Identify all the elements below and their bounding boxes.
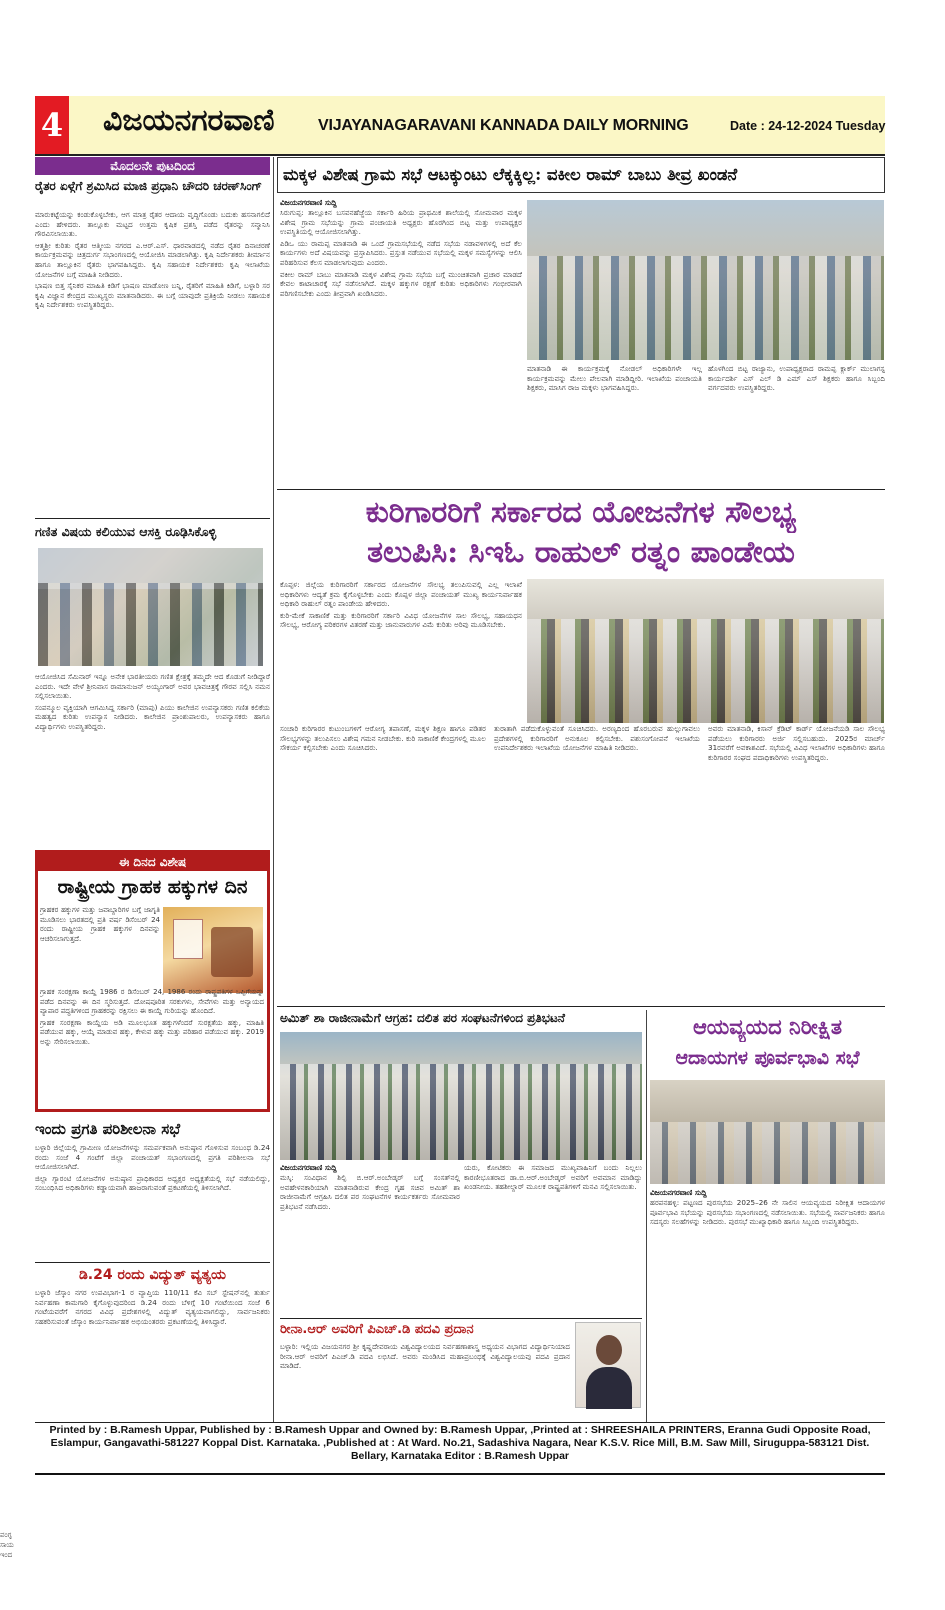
- consumer-day-title: ರಾಷ್ಟ್ರೀಯ ಗ್ರಾಹಕ ಹಕ್ಕುಗಳ ದಿನ: [38, 873, 267, 901]
- section-divider: [277, 1006, 885, 1007]
- progress-review-article: [35, 1143, 270, 1258]
- article-paragraph: ಬಳ್ಳಾರಿ ಜಿಲ್ಲೆಯಲ್ಲಿ ಗ್ರಾಮೀಣ ಯೋಜನೆಗಳನ್ನು ಸಮರ್ಪಕವಾಗಿ ಅನುಷ್ಠಾನ ಗೊಳಿಸುವ ಸಂಬಂಧ ಡಿ.24 ರಂದು ಸಂಜೆ 4 ಗಂಟೆಗೆ ಜಿಲ್ಲಾ ಪಂಚಾಯತ್ ಸಭಾಂಗಣದಲ್ಲಿ ಪ್ರಗತಿ ಪರಿಶೀಲನಾ ಸಭೆ ಆಯೋಜಿಸಲಾಗಿದೆ.: [35, 1143, 270, 1172]
- zilla-panchayat-felicitation-photo: [527, 579, 884, 723]
- budget-body: ಹರಪನಹಳ್ಳಿ: ಪಟ್ಟಣದ ಪುರಸಭೆಯ 2025–26 ನೇ ಸಾಲಿನ ಆಯವ್ಯಯದ ನಿರೀಕ್ಷಿತ ಆದಾಯಗಳ ಪೂರ್ವಭಾವಿ ಸಭೆಯನ್ನು ಪುರಸಭೆಯ ಸಭಾಂಗಣದಲ್ಲಿ ನಡೆಸಲಾಯಿತು. ಸಭೆಯಲ್ಲಿ ಸಾರ್ವಜನಿಕರು ಹಾಗೂ ಸದಸ್ಯರು ಸಲಹೆಗಳನ್ನು ನೀಡಿದರು. ಪುರಸಭೆ ಮುಖ್ಯಾಧಿಕಾರಿ ಹಾಗೂ ಸಿಬ್ಬಂದಿ ಉಪಸ್ಥಿತರಿದ್ದರು.: [650, 1198, 885, 1227]
- power-outage-article: ಬಳ್ಳಾರಿ ಜೆಸ್ಕಾಂ ನಗರ ಉಪವಿಭಾಗ-1 ರ ವ್ಯಾಪ್ತಿಯ 110/11 ಕೆವಿ ಸಬ್ ಸ್ಟೇಷನ್‌ನಲ್ಲಿ ತುರ್ತು ನಿರ್ವಹಣಾ ಕಾಮಗಾರಿ ಕೈಗೊಳ್ಳುವುದರಿಂದ ಡಿ.24 ರಂದು ಬೆಳಿಗ್ಗೆ 10 ಗಂಟೆಯಿಂದ ಸಂಜೆ 6 ಗಂಟೆಯವರೆಗೆ ನಗರದ ವಿವಿಧ ಪ್ರದೇಶಗಳಲ್ಲಿ ವಿದ್ಯುತ್ ವ್ಯತ್ಯಯವಾಗಲಿದ್ದು, ಸಾರ್ವಜನಿಕರು ಸಹಕರಿಸುವಂತೆ ಜೆಸ್ಕಾಂ ಕಾರ್ಯನಿರ್ವಾಹಕ ಅಭಿಯಂತರರು ಪ್ರಕಟಣೆಯಲ್ಲಿ ತಿಳಿಸಿದ್ದಾರೆ.: [35, 1288, 270, 1326]
- power-outage-headline: ಡಿ.24 ರಂದು ವಿದ್ಯುತ್ ವ್ಯತ್ಯಯ: [78, 1267, 227, 1283]
- feature-body: [280, 580, 522, 720]
- top-story-body-end: ಹೊಳಗಿಂದ ಬಿಟ್ಟ ರಾಜ್ಯಾನು, ಉಪಾಧ್ಯಕ್ಷರಾದ ರಾಮಪ್ಪ ಕ್ಲಾರ್ಕ್ ಮುಲಾಗಸ್ಟ ಕಾರ್ಯದರ್ಶಿ ಎಸ್ ಎಲ್ ಡಿ ಎಮ್ ಎಸ್ ಶಿಕ್ಷಕರು ಹಾಗೂ ಸಿಬ್ಬಂದಿ ವರ್ಗದವರು ಉಪಸ್ಥಿತರಿದ್ದರು.: [708, 364, 885, 393]
- protest-body: ಮಸ್ಕಿ: ಸಂವಿಧಾನ ಶಿಲ್ಪಿ ಬಿ.ಆರ್.ಅಂಬೇಡ್ಕರ್ ಬಗ್ಗೆ ಸಂಸತ್‌ನಲ್ಲಿ ಅವಹೇಳನಕಾರಿಯಾಗಿ ಮಾತನಾಡಿರುವ ಕೇಂದ್ರ ಗೃಹ ಸಚಿವ ಅಮಿತ್ ಶಾ ರಾಜೀನಾಮೆಗೆ ಆಗ್ರಹಿಸಿ ದಲಿತ ಪರ ಸಂಘಟನೆಗಳ ಕಾರ್ಯಕರ್ತರು ಸೋಮವಾರ ಪ್ರತಿಭಟನೆ ನಡೆಸಿದರು.: [280, 1173, 460, 1211]
- top-story-headline: ಮಕ್ಕಳ ವಿಶೇಷ ಗ್ರಾಮ ಸಭೆ ಆಟಕ್ಕುಂಟು ಲೆಕ್ಕಕ್ಕಿಲ್ಲ: ವಕೀಲ ರಾಮ್ ಬಾಬು ತೀವ್ರ ಖಂಡನೆ: [283, 165, 738, 184]
- masthead-rule: [35, 154, 885, 156]
- section-divider: [35, 518, 270, 519]
- budget-byline: ವಿಜಯನಗರವಾಣಿ ಸುದ್ದಿ: [650, 1188, 707, 1197]
- protest-photo: [280, 1032, 642, 1160]
- margin-note: ಪಂಗ್ಳ ಸಾಯ ಇಂದ: [0, 1531, 14, 1559]
- article-paragraph: ಸಂಚಾರಿ ಕುರಿಗಾರರ ಕುಟುಂಬಗಳಿಗೆ ಆರೋಗ್ಯ ತಪಾಸಣೆ, ಮಕ್ಕಳ ಶಿಕ್ಷಣ ಹಾಗೂ ಪಡಿತರ ಸೌಲಭ್ಯಗಳನ್ನು ತಲುಪಿಸಲು ವಿಶೇಷ ಗಮನ ನೀಡಬೇಕು. ಕುರಿ ಸಾಕಾಣಿಕೆ ಕೇಂದ್ರಗಳಲ್ಲಿ ಮೂಲ ಸೌಕರ್ಯ ಕಲ್ಪಿಸಬೇಕು ಎಂದು ಸೂಚಿಸಿದರು.: [280, 724, 486, 753]
- math-headline: ಗಣಿತ ವಿಷಯ ಕಲಿಯುವ ಆಸಕ್ತಿ ರೂಢಿಸಿಕೊಳ್ಳಿ: [35, 524, 217, 539]
- section-divider: [35, 1262, 270, 1263]
- progress-review-headline: ಇಂದು ಪ್ರಗತಿ ಪರಿಶೀಲನಾ ಸಭೆ: [35, 1120, 181, 1138]
- budget-meeting-photo: [650, 1080, 885, 1184]
- date-line: Date : 24-12-2024 Tuesday: [730, 119, 886, 133]
- article-paragraph: ಗ್ರಾಹಕ ಸಂರಕ್ಷಣಾ ಕಾಯ್ದೆ 1986 ರ ಡಿಸೆಂಬರ್ 24, 1986 ರಂದು ರಾಷ್ಟ್ರಪತಿಗಳ ಒಪ್ಪಿಗೆಯನ್ನು ಪಡೆದ ದಿನವನ್ನು ಈ ದಿನ ಸ್ಮರಿಸುತ್ತದೆ. ದೋಷಪೂರಿತ ಸರಕುಗಳು, ಸೇವೆಗಳು ಮತ್ತು ಅನ್ಯಾಯದ ವ್ಯಾಪಾರ ಪದ್ಧತಿಗಳಿಂದ ಗ್ರಾಹಕರನ್ನು ರಕ್ಷಿಸಲು ಈ ಕಾಯ್ದೆ ಗುರಿಯನ್ನು ಹೊಂದಿದೆ.: [40, 988, 264, 1016]
- article-paragraph: ಕುರಿ-ಮೇಕೆ ಸಾಕಾಣಿಕೆ ಮತ್ತು ಕುರಿಗಾರರಿಗೆ ಸರ್ಕಾರಿ ವಿವಿಧ ಯೋಜನೆಗಳ ಸಾಲ ಸೌಲಭ್ಯ, ಸಹಾಯಧನ ಸೌಲಭ್ಯ, ಆರೋಗ್ಯ ಪರಿಕರಗಳ ವಿತರಣೆ ಮತ್ತು ಜಾನುವಾರುಗಳ ವಿಮೆ ಕುರಿತು ಅರಿವು ಮೂಡಿಸಬೇಕು.: [280, 610, 522, 630]
- phd-body: ಬಳ್ಳಾರಿ: ಇಲ್ಲಿಯ ವಿಜಯನಗರ ಶ್ರೀ ಕೃಷ್ಣದೇವರಾಯ ವಿಶ್ವವಿದ್ಯಾಲಯದ ನಿರ್ವಹಣಾಶಾಸ್ತ್ರ ಅಧ್ಯಯನ ವಿಭಾಗದ ವಿದ್ಯಾರ್ಥಿನಿಯಾದ ರೀನಾ.ಆರ್ ಅವರಿಗೆ ಪಿಎಚ್.ಡಿ ಪದವಿ ಲಭಿಸಿದೆ. ಅವರು ಮಂಡಿಸಿದ ಮಹಾಪ್ರಬಂಧಕ್ಕೆ ವಿಶ್ವವಿದ್ಯಾಲಯವು ಪದವಿ ಪ್ರದಾನ ಮಾಡಿದೆ.: [280, 1342, 570, 1371]
- imprint-footer: [35, 1424, 885, 1463]
- protest-headline: ಅಮಿತ್ ಶಾ ರಾಜೀನಾಮೆಗೆ ಆಗ್ರಹ: ದಲಿತ ಪರ ಸಂಘಟನೆಗಳಿಂದ ಪ್ರತಿಭಟನೆ: [280, 1011, 565, 1025]
- top-story-body-cont: ಮಾತನಾಡಿ ಈ ಕಾರ್ಯಕ್ರಮಕ್ಕೆ ನೋಡಲ್ ಅಧಿಕಾರಿಗಳೇ ಇಲ್ಲ ಕಾರ್ಯಕ್ರಮವನ್ನು ಮೇಲು ಪೇಲವಾಗಿ ಮಾಡಿದ್ದೀರಿ. ಇಲಾಖೆಯ ಪಂಚಾಯತಿ ಶಿಕ್ಷಕರು, ಮಾಸಿಗ ರಾಜ ಮಕ್ಕಳು ಭಾಗವಹಿಸಿದ್ದರು.: [527, 364, 702, 393]
- article-paragraph: ಸಿರುಗುಪ್ಪ: ತಾಲ್ಲೂಕಿನ ಬಸವನಹೆಜ್ಜೆಯ ಸರ್ಕಾರಿ ಹಿರಿಯ ಪ್ರಾಥಮಿಕ ಶಾಲೆಯಲ್ಲಿ ಸೋಮವಾರ ಮಕ್ಕಳ ವಿಶೇಷ ಗ್ರಾಮ ಸಭೆಯನ್ನು ಗ್ರಾಮ ಪಂಚಾಯತಿ ಅಧ್ಯಕ್ಷರು ಹೊರಗಿಂದ ಬಿಟ್ಟ ಮತ್ತು ಉಪಾಧ್ಯಕ್ಷರ ಉಪಸ್ಥಿತಿಯಲ್ಲಿ ಆಯೋಜಿಸಲಾಗಿತ್ತು.: [280, 208, 522, 237]
- imprint-line: Bellary, Karnataka Editor : B.Ramesh Uppar: [350, 1450, 570, 1462]
- page-number: 4: [35, 96, 69, 154]
- special-of-day-band: ಈ ದಿನದ ವಿಶೇಷ: [38, 853, 267, 871]
- feature-body-end: ಅವರು ಮಾತನಾಡಿ, ಕಿಸಾನ್ ಕ್ರೆಡಿಟ್ ಕಾರ್ಡ್ ಯೋಜನೆಯಡಿ ಸಾಲ ಸೌಲಭ್ಯ ಪಡೆಯಲು ಕುರಿಗಾರರು ಅರ್ಜಿ ಸಲ್ಲಿಸಬಹುದು. 2025ರ ಮಾರ್ಚ್ 31ರವರೆಗೆ ಅವಕಾಶವಿದೆ. ಸಭೆಯಲ್ಲಿ ವಿವಿಧ ಇಲಾಖೆಗಳ ಅಧಿಕಾರಿಗಳು ಹಾಗೂ ಕುರಿಗಾರರ ಸಂಘದ ಪದಾಧಿಕಾರಿಗಳು ಉಪಸ್ಥಿತರಿದ್ದರು.: [708, 724, 885, 762]
- column-divider: [273, 157, 274, 1422]
- footer-top-rule: [35, 1422, 885, 1423]
- article-paragraph: ಆಯೋಜಿಸಿದ ಸೆಮಿನಾರ್ ಇನ್ನೂ ಅನೇಕ ಭಾರತೀಯರು ಗಣಿತ ಕ್ಷೇತ್ರಕ್ಕೆ ತಮ್ಮದೇ ಆದ ಕೊಡುಗೆ ನೀಡಿದ್ದಾರೆ ಎಂದರು. ಇದೇ ವೇಳೆ ಶ್ರೀನಿವಾಸ ರಾಮಾನುಜನ್ ಅಯ್ಯಂಗಾರ್ ಅವರ ಭಾವಚಿತ್ರಕ್ಕೆ ಗೌರವ ಸಲ್ಲಿಸಿ ನಮನ ಸಲ್ಲಿಸಲಾಯಿತು.: [35, 672, 270, 701]
- charan-singh-article: [35, 210, 270, 510]
- column-divider: [646, 1010, 647, 1422]
- top-story-body: [280, 208, 522, 362]
- feature-body-cont: [280, 724, 700, 1006]
- article-paragraph: ಭಾಷಣ ಬಿತ್ತ ಸೈನಿಕರ ಮಾಹಿತಿ ಕಿಡಿಗೆ ಭಾಷಣ ಮಾಡೋಣ ಬನ್ನಿ, ರೈತರಿಗೆ ಮಾಹಿತಿ ಕಿಡಿಗೆ, ಬಳ್ಳಾರಿ ಸರ ಕೃಷಿ ವಿಜ್ಞಾನ ಕೇಂದ್ರದ ಮುಖ್ಯಸ್ಥರು ಮಾತನಾಡಿದರು. ಈ ಬಗ್ಗೆ ಯಾವುದೇ ಪ್ರತಿಕ್ರಿಯೆ ನೀಡಲು ಸಹಾಯಕ ಕೃಷಿ ನಿರ್ದೇಶಕರು ಉಪಸ್ಥಿತರಿದ್ದರು.: [35, 281, 270, 310]
- article-paragraph: ಗ್ರಾಹಕ ಸಂರಕ್ಷಣಾ ಕಾಯ್ದೆಯ ಅಡಿ ಮೂಲಭೂತ ಹಕ್ಕುಗಳೆಂದರೆ ಸುರಕ್ಷತೆಯ ಹಕ್ಕು, ಮಾಹಿತಿ ಪಡೆಯುವ ಹಕ್ಕು, ಆಯ್ಕೆ ಮಾಡುವ ಹಕ್ಕು, ಕೇಳುವ ಹಕ್ಕು ಮತ್ತು ಪರಿಹಾರ ಪಡೆಯುವ ಹಕ್ಕು. 2019 ಅನ್ನು ಸೇರಿಸಲಾಯಿತು.: [40, 1018, 264, 1046]
- article-paragraph: ಪಿಡಿಒ ಯು ರಾಮಪ್ಪ ಮಾತನಾಡಿ ಈ ಒಂದೆ ಗ್ರಾಮಸಭೆಯಲ್ಲಿ ನಡೆದ ಸಭೆಯ ನಡಾವಳಿಗಳಲ್ಲಿ ಅದೆ ಕೆಲ ಕಾರ್ಯಗಳು ಅದೆ ವಿಷಯವನ್ನು ಪ್ರಸ್ತಾಪಿಸಿದರು. ಪ್ರಸ್ತುತ ನಡೆಯುವ ಸಭೆಯಲ್ಲಿ ಮಕ್ಕಳ ಸಮಸ್ಯೆಗಳನ್ನು ಆಲಿಸಿ ಪರಿಹರಿಸುವ ಕೆಲಸ ಮಾಡಲಾಗುವುದು ಎಂದರು.: [280, 238, 522, 267]
- footer-bottom-rule: [35, 1473, 885, 1475]
- article-paragraph: ಆತ್ಮಶ್ರೀ ಕುರಿತು ರೈತರ ಆತ್ಮೀಯ ನಗರದ ಎ.ಆರ್.ಎಸ್. ಧಾರವಾಡದಲ್ಲಿ ನಡೆದ ರೈತರ ದಿನಾಚರಣೆ ಕಾರ್ಯಕ್ರಮವನ್ನು ಚಿತ್ರದುರ್ಗ ಸಭಾಂಗಣದಲ್ಲಿ ಆಯೋಜಿಸಿ ಮಾಡಲಾಗಿತ್ತು. ಕೃಷಿ ನಿರ್ದೇಶಕರು ತೀರ್ಮಾನ ಹಾಗೂ ತಾಲ್ಲೂಕಿನ ರೈತರು ಭಾಗವಹಿಸಿದ್ದರು. ಕೃಷಿ ಸಹಾಯಕ ನಿರ್ದೇಶಕರು ಕೃಷಿ ಇಲಾಖೆಯ ಯೋಜನೆಗಳ ಬಗ್ಗೆ ಮಾಹಿತಿ ನೀಡಿದರು.: [35, 240, 270, 279]
- math-seminar-photo: [38, 548, 263, 666]
- article-paragraph: ಜಿಲ್ಲಾ ಗ್ಯಾರಂಟಿ ಯೋಜನೆಗಳ ಅನುಷ್ಠಾನ ಪ್ರಾಧಿಕಾರದ ಅಧ್ಯಕ್ಷರ ಅಧ್ಯಕ್ಷತೆಯಲ್ಲಿ ಸಭೆ ನಡೆಯಲಿದ್ದು, ಸಂಬಂಧಿಸಿದ ಅಧಿಕಾರಿಗಳು ಕಡ್ಡಾಯವಾಗಿ ಹಾಜರಾಗುವಂತೆ ಪ್ರಕಟಣೆಯಲ್ಲಿ ತಿಳಿಸಲಾಗಿದೆ.: [35, 1173, 270, 1193]
- budget-headline-line1: ಆಯವ್ಯಯದ ನಿರೀಕ್ಷಿತ: [692, 1014, 843, 1039]
- imprint-line: Printed by : B.Ramesh Uppar, Published by : B.Ramesh Uppar and Owned by: B.Ramesh Uppar, ,Printed at : SHREESHAILA PRINTERS, Eranna Gudi Opposite Road,: [49, 1424, 871, 1436]
- phd-headline: ರೀನಾ.ಆರ್ ಅವರಿಗೆ ಪಿಎಚ್.ಡಿ ಪದವಿ ಪ್ರದಾನ: [280, 1322, 474, 1337]
- phd-recipient-portrait: [575, 1322, 641, 1408]
- brand-kannada: ವಿಜಯನಗರವಾಣಿ: [103, 103, 275, 138]
- feature-headline-line1: ಕುರಿಗಾರರಿಗೆ ಸರ್ಕಾರದ ಯೋಜನೆಗಳ ಸೌಲಭ್ಯ: [365, 495, 797, 530]
- protest-byline: ವಿಜಯನಗರವಾಣಿ ಸುದ್ದಿ: [280, 1163, 337, 1172]
- protest-body-cont: ಯರು, ಕೋಟಿಕರು ಈ ಸಮಾಜದ ಮುಖ್ಯವಾಹಿನಿಗೆ ಬಂದು ನಿಲ್ಲಲು ಕಾರಣೀಭೂತರಾದ ಡಾ.ಬಿ.ಆರ್.ಅಂಬೇಡ್ಕರ್ ಅವರಿಗೆ ಅವಮಾನ ಮಾಡಿದ್ದು ಖಂಡನೀಯ. ತಹಶೀಲ್ದಾರ್ ಮೂಲಕ ರಾಷ್ಟ್ರಪತಿಗಳಿಗೆ ಮನವಿ ಸಲ್ಲಿಸಲಾಯಿತು.: [464, 1163, 642, 1192]
- imprint-line: Eslampur, Gangavathi-581227 Koppal Dist. Karnataka. ,Published at : At Ward. No.21, Sadashiva Nagara, Near K.S.V. Rice Mill, B.M. Saw Mill, Siruguppa-583121 Dist.: [50, 1437, 870, 1449]
- math-article: [35, 672, 270, 844]
- article-paragraph: ಕೊಪ್ಪಳ: ಜಿಲ್ಲೆಯ ಕುರಿಗಾರರಿಗೆ ಸರ್ಕಾರದ ಯೋಜನೆಗಳ ಸೌಲಭ್ಯ ತಲುಪಿಸುವಲ್ಲಿ ಎಲ್ಲ ಇಲಾಖೆ ಅಧಿಕಾರಿಗಳು ಆದ್ಯತೆ ಕ್ರಮ ಕೈಗೊಳ್ಳಬೇಕು ಎಂದು ಕೊಪ್ಪಳ ಜಿಲ್ಲಾ ಪಂಚಾಯತ್ ಮುಖ್ಯ ಕಾರ್ಯನಿರ್ವಾಹಕ ಅಧಿಕಾರಿ ರಾಹುಲ್ ರತ್ನಂ ಪಾಂಡೇಯ ಹೇಳಿದರು.: [280, 580, 522, 609]
- section-divider: [280, 1318, 642, 1319]
- charan-singh-headline: ರೈತರ ಏಳ್ಗೆಗೆ ಶ್ರಮಿಸಿದ ಮಾಜಿ ಪ್ರಧಾನಿ ಚೌದರಿ ಚರಣ್‌ಸಿಂಗ್: [35, 179, 263, 193]
- front-page-band: ಮೊದಲನೇ ಪುಟದಿಂದ: [35, 157, 270, 175]
- consumer-rights-illustration: [163, 907, 263, 993]
- consumer-article: [40, 988, 264, 1108]
- consumer-intro: ಗ್ರಾಹಕರ ಹಕ್ಕುಗಳ ಮತ್ತು ಜವಾಬ್ದಾರಿಗಳ ಬಗ್ಗೆ ಜಾಗೃತಿ ಮೂಡಿಸಲು ಭಾರತದಲ್ಲಿ ಪ್ರತಿ ವರ್ಷ ಡಿಸೆಂಬರ್ 24 ರಂದು ರಾಷ್ಟ್ರೀಯ ಗ್ರಾಹಕ ಹಕ್ಕುಗಳ ದಿನವನ್ನು ಆಚರಿಸಲಾಗುತ್ತದೆ.: [40, 906, 160, 943]
- gram-sabha-photo: [527, 200, 884, 360]
- article-paragraph: ಮಾರುಕಟ್ಟೆಯನ್ನು ಕಂಡುಕೊಳ್ಳಬೇಕು, ಆಗ ಮಾತ್ರ ರೈತರ ಆದಾಯ ವೃದ್ಧಿಗೊಂಡು ಬದುಕು ಹಸನಾಗಲಿದೆ ಎಂದು ಹೇಳಿದರು. ತಾಲ್ಲೂಕು ಮಟ್ಟದ ಉತ್ತಮ ಕೃಷಿಕ ಪ್ರಶಸ್ತಿ ಪಡೆದ ರೈತರನ್ನು ಸನ್ಮಾನಿಸಿ ಗೌರವಿಸಲಾಯಿತು.: [35, 210, 270, 239]
- top-story-byline: ವಿಜಯನಗರವಾಣಿ ಸುದ್ದಿ: [280, 198, 337, 207]
- section-divider: [277, 489, 885, 490]
- article-paragraph: ವಕೀಲ ರಾಮ್ ಬಾಬು ಮಾತನಾಡಿ ಮಕ್ಕಳ ವಿಶೇಷ ಗ್ರಾಮ ಸಭೆಯ ಬಗ್ಗೆ ಮುಂಚಿತವಾಗಿ ಪ್ರಚಾರ ಮಾಡದೆ ಕೇವಲ ಕಾಟಾಚಾರಕ್ಕೆ ಸಭೆ ನಡೆಸಲಾಗಿದೆ. ಮಕ್ಕಳ ಹಕ್ಕುಗಳ ರಕ್ಷಣೆ ಕುರಿತು ಅಧಿಕಾರಿಗಳು ಗಂಭೀರವಾಗಿ ಪರಿಗಣಿಸಬೇಕು ಎಂದು ತೀವ್ರವಾಗಿ ಖಂಡಿಸಿದರು.: [280, 269, 522, 298]
- article-paragraph: ತುರಾತಾಗಿ ಪಡೆದುಕೊಳ್ಳುವಂತೆ ಸೂಚಿಸಿದರು. ಅರಣ್ಯದಿಂದ ಹೊರಬರುವ ಹುಲ್ಲುಗಾವಲು ಪ್ರದೇಶಗಳಲ್ಲಿ ಕುರಿಗಾರರಿಗೆ ಅನುಕೂಲ ಕಲ್ಪಿಸಬೇಕು. ಪಶುಸಂಗೋಪನೆ ಇಲಾಖೆಯ ಉಪನಿರ್ದೇಶಕರು ಇಲಾಖೆಯ ಯೋಜನೆಗಳ ಮಾಹಿತಿ ನೀಡಿದರು.: [494, 724, 700, 753]
- feature-headline-line2: ತಲುಪಿಸಿ: ಸಿಇಓ ರಾಹುಲ್ ರತ್ನಂ ಪಾಂಡೇಯ: [367, 535, 795, 570]
- budget-headline-line2: ಆದಾಯಗಳ ಪೂರ್ವಭಾವಿ ಸಭೆ: [675, 1047, 860, 1069]
- article-paragraph: ಸಂಪನ್ಮೂಲ ವ್ಯಕ್ತಿಯಾಗಿ ಆಗಮಿಸಿದ್ದ ಸರ್ಕಾರಿ (ಮಾಪು) ಪಿಯು ಕಾಲೇಜಿನ ಉಪನ್ಯಾಸಕರು ಗಣಿತ ಕಲಿಕೆಯ ಮಹತ್ವದ ಕುರಿತು ಉಪನ್ಯಾಸ ನೀಡಿದರು. ಕಾಲೇಜಿನ ಪ್ರಾಂಶುಪಾಲರು, ಉಪನ್ಯಾಸಕರು ಹಾಗೂ ವಿದ್ಯಾರ್ಥಿಗಳು ಉಪಸ್ಥಿತರಿದ್ದರು.: [35, 702, 270, 731]
- brand-english: VIJAYANAGARAVANI KANNADA DAILY MORNING: [318, 117, 689, 134]
